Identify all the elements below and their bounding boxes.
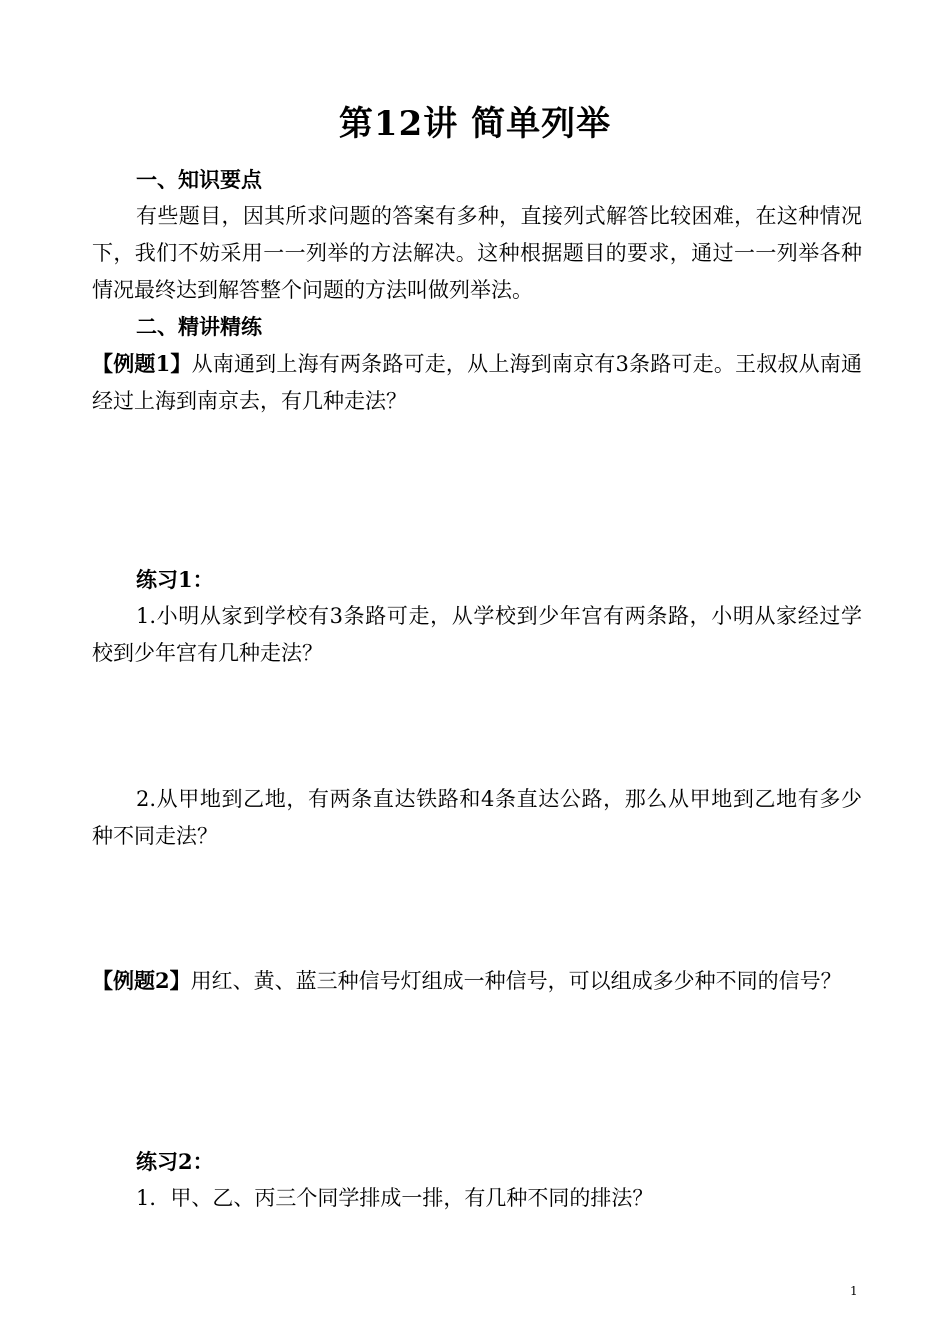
section-heading-knowledge: 一、知识要点 (136, 167, 262, 192)
practice-1-item-1: 1.小明从家到学校有3条路可走，从学校到少年宫有两条路，小明从家经过学校到少年宫有几种走法？ (92, 604, 862, 665)
practice-2-item-1: 1．甲、乙、丙三个同学排成一排，有几种不同的排法？ (136, 1186, 654, 1210)
page-title: 第12讲 简单列举 (338, 104, 612, 144)
section-heading-practice: 二、精讲精练 (136, 314, 262, 339)
example-1-label: 【例题1】 (92, 351, 192, 376)
example-1 (92, 345, 862, 420)
example-2 (92, 962, 862, 1000)
example-1-text: 从南通到上海有两条路可走，从上海到南京有3条路可走。王叔叔从南通经过上海到南京去，有几种走法？ (92, 352, 862, 413)
practice-1-heading: 练习1： (136, 567, 214, 592)
practice-1-item-2: 2.从甲地到乙地，有两条直达铁路和4条直达公路，那么从甲地到乙地有多少种不同走法？ (92, 787, 862, 848)
example-2-label: 【例题2】 (92, 968, 191, 993)
knowledge-paragraph: 有些题目，因其所求问题的答案有多种，直接列式解答比较困难，在这种情况下，我们不妨采用一一列举的方法解决。这种根据题目的要求，通过一一列举各种情况最终达到解答整个问题的方法叫做列举法。 (92, 204, 862, 302)
example-2-text: 用红、黄、蓝三种信号灯组成一种信号，可以组成多少种不同的信号？ (190, 969, 842, 993)
page-number: 1 (850, 1284, 858, 1298)
practice-2-heading: 练习2： (136, 1149, 214, 1174)
